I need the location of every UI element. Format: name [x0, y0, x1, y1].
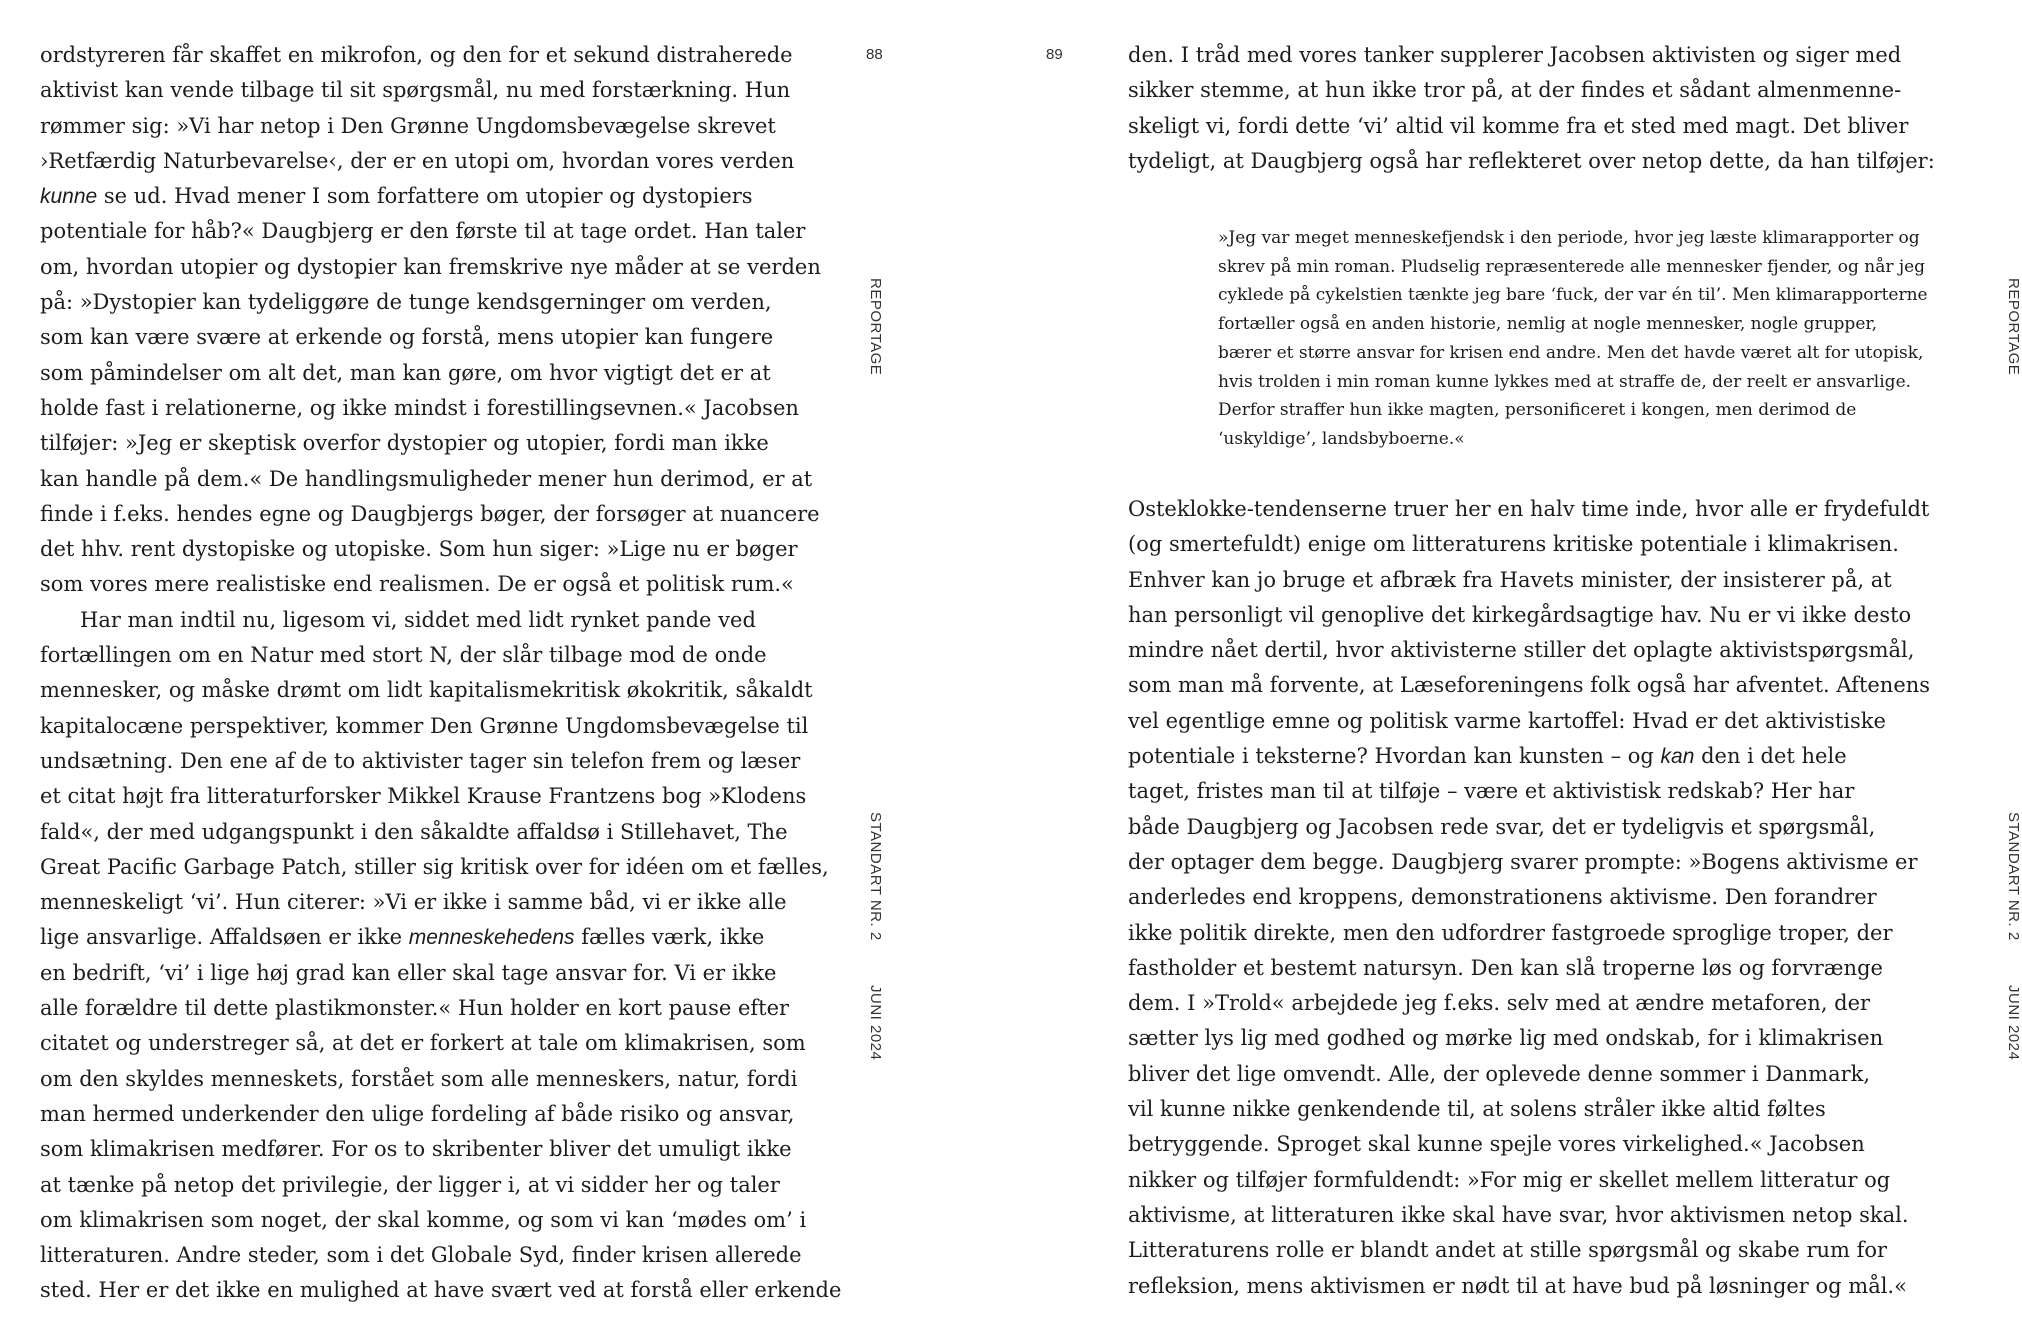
text-segment: finde i f.eks. hendes egne og Daugbjergs bøger, der forsøger at nuancere [40, 501, 820, 526]
text-segment: fastholder et bestemt natursyn. Den kan slå troperne løs og forvrænge [1128, 955, 1883, 980]
text-segment: cyklede på cykelstien tænkte jeg bare ‘fuck, der var én til’. Men klimarapporterne [1218, 285, 1928, 306]
text-line [1218, 339, 1924, 368]
text-segment: på: »Dystopier kan tydeliggøre de tunge kendsgerninger om verden, [40, 290, 772, 315]
running-section: REPORTAGE [2005, 278, 2022, 376]
italic-text: menneskehedens [408, 926, 575, 950]
text-segment: Litteraturens rolle er blandt andet at stille spørgsmål og skabe rum for [1128, 1238, 1888, 1263]
text-line [1128, 1198, 1909, 1233]
text-line [40, 1273, 842, 1308]
text-segment: mennesker, og måske drømt om lidt kapitalismekritisk økokritik, såkaldt [40, 678, 813, 703]
text-segment: anderledes end kroppens, demonstrationens aktivisme. Den forandrer [1128, 885, 1877, 910]
text-line [40, 214, 806, 249]
text-line [40, 532, 800, 567]
text-segment: nikker og tilføjer formfuldendt: »For mig er skellet mellem litteratur og [1128, 1167, 1891, 1192]
text-line [40, 567, 800, 602]
text-line [1128, 704, 1886, 739]
text-line [40, 1203, 807, 1238]
text-segment: Great Pacific Garbage Patch, stiller sig kritisk over for idéen om et fælles, [40, 854, 829, 879]
text-segment: dem. I »Trold« arbejdede jeg f.eks. selv med at ændre metaforen, der [1128, 991, 1871, 1016]
text-line [40, 426, 800, 461]
text-segment: sted. Her er det ikke en mulighed at have svært ved at forstå eller erkende [40, 1278, 842, 1303]
text-line [1218, 368, 1912, 397]
text-segment: menneskeligt ‘vi’. Hun citerer: »Vi er ikke i samme båd, vi er ikke alle [40, 890, 787, 915]
text-line [1128, 1127, 1868, 1162]
text-line [1128, 845, 1918, 880]
text-line [40, 603, 800, 638]
text-segment: som man må forvente, at Læseforeningens folk også har afventet. Aftenens [1128, 673, 1931, 698]
text-segment: fortællingen om en Natur med stort N, der slår tilbage mod de onde [40, 643, 767, 668]
text-line [1218, 396, 1878, 425]
running-date: JUNI 2024 [867, 985, 884, 1061]
text-line [1218, 310, 1878, 339]
text-segment: lige ansvarlige. Affaldsøen er ikke [40, 925, 409, 950]
text-segment: potentiale i teksterne? Hvordan kan kunsten – og [1128, 744, 1661, 769]
right-page [960, 0, 2022, 1328]
text-segment: det hhv. rent dystopiske og utopiske. Som hun siger: »Lige nu er bøger [40, 537, 798, 562]
text-segment: vil kunne nikke genkendende til, at solens stråler ikke altid føltes [1128, 1097, 1826, 1122]
text-line [40, 991, 800, 1026]
text-segment: ›Retfærdig Naturbevarelse‹, der er en utopi om, hvordan vores verden [40, 148, 795, 173]
text-line [1128, 668, 1931, 703]
text-segment: ‘uskyldige’, landsbyboerne.« [1218, 428, 1465, 449]
text-line [40, 779, 807, 814]
page-number: 88 [866, 46, 883, 63]
text-segment: skrev på min roman. Pludselig repræsenterede alle mennesker fjender, og når jeg [1218, 256, 1926, 277]
text-segment: rømmer sig: »Vi har netop i Den Grønne Ungdomsbevægelse skrevet [40, 113, 776, 138]
text-segment: aktivisme, at litteraturen ikke skal have svar, hvor aktivismen netop skal. [1128, 1202, 1909, 1227]
text-line [40, 744, 800, 779]
text-segment: Har man indtil nu, ligesom vi, siddet med lidt rynket pande ved [80, 607, 756, 632]
text-segment: kan handle på dem.« De handlingsmuligheder mener hun derimod, er at [40, 466, 813, 491]
text-line [1128, 1092, 1868, 1127]
text-segment: han personligt vil genoplive det kirkegårdsagtige hav. Nu er vi ikke desto [1128, 602, 1912, 627]
text-segment: ordstyreren får skaffet en mikrofon, og den for et sekund distraherede [40, 43, 793, 67]
text-segment: bærer et større ansvar for krisen end andre. Men det havde været alt for utopisk, [1218, 342, 1924, 363]
text-line [1128, 951, 1883, 986]
text-segment: sætter lys lig med godhed og mørke lig med ondskab, for i klimakrisen [1128, 1026, 1884, 1051]
right-body-text [1128, 492, 1931, 1304]
text-segment: fald«, der med udgangspunkt i den såkaldte affaldsø i Stillehavet, The [40, 819, 788, 844]
text-line [1128, 774, 1868, 809]
text-segment: som klimakrisen medfører. For os to skribenter bliver det umuligt ikke [40, 1137, 792, 1162]
text-segment: se ud. Hvad mener I som forfattere om utopier og dystopiers [97, 184, 753, 209]
text-segment: holde fast i relationerne, og ikke mindst i forestillingsevnen.« Jacobsen [40, 395, 799, 420]
italic-text: kunne [40, 185, 98, 209]
text-segment: betryggende. Sproget skal kunne spejle vores virkelighed.« Jacobsen [1128, 1132, 1865, 1157]
text-segment: en bedrift, ‘vi’ i lige høj grad kan eller skal tage ansvar for. Vi er ikke [40, 960, 777, 985]
text-line [1128, 1233, 1888, 1268]
text-segment: tydeligt, at Daugbjerg også har reflekteret over netop dette, da han tilføjer: [1128, 148, 1935, 173]
text-line [40, 815, 800, 850]
right-intro-text [1128, 38, 1935, 179]
text-line [1128, 38, 1902, 73]
text-line [1128, 986, 1871, 1021]
text-line [1218, 281, 1928, 310]
text-segment: hvis trolden i min roman kunne lykkes med at straffe de, der reelt er ansvarlige. [1218, 371, 1912, 392]
text-line [1128, 916, 1893, 951]
text-segment: alle forældre til dette plastikmonster.« Hun holder en kort pause efter [40, 996, 790, 1021]
text-line [40, 956, 800, 991]
text-line [40, 38, 800, 73]
text-line [1128, 527, 1899, 562]
text-segment: potentiale for håb?« Daugbjerg er den første til at tage ordet. Han taler [40, 219, 806, 244]
text-segment: som påmindelser om alt det, man kan gøre, om hvor vigtigt det er at [40, 360, 771, 385]
text-segment: kapitalocæne perspektiver, kommer Den Grønne Ungdomsbevægelse til [40, 713, 809, 738]
text-line [40, 109, 800, 144]
text-line [40, 320, 800, 355]
text-segment: både Daugbjerg og Jacobsen rede svar, det er tydeligvis et spørgsmål, [1128, 814, 1876, 839]
text-line [40, 179, 800, 214]
text-segment: som kan være svære at erkende og forstå, mens utopier kan fungere [40, 325, 774, 350]
text-line [40, 285, 800, 320]
text-segment: taget, fristes man til at tilføje – være et aktivistisk redskab? Her har [1128, 779, 1855, 804]
text-segment: den i det hele [1694, 744, 1847, 769]
text-segment: den. I tråd med vores tanker supplerer Jacobsen aktivisten og siger med [1128, 43, 1902, 67]
text-segment: mindre nået dertil, hvor aktivisterne stiller det oplagte aktivistspørgsmål, [1128, 638, 1915, 663]
text-line [40, 250, 821, 285]
text-segment: refleksion, mens aktivismen er nødt til at have bud på løsninger og mål.« [1128, 1273, 1907, 1298]
block-quote [1218, 224, 1928, 454]
text-segment: et citat højt fra litteraturforsker Mikkel Krause Frantzens bog »Klodens [40, 784, 807, 809]
text-segment: skeligt vi, fordi dette ‘vi’ altid vil komme fra et sted med magt. Det bliver [1128, 113, 1909, 138]
text-line [40, 885, 800, 920]
running-section: REPORTAGE [867, 278, 884, 376]
text-line [1218, 425, 1878, 454]
text-segment: om klimakrisen som noget, der skal komme, og som vi kan ‘mødes om’ i [40, 1207, 807, 1232]
text-segment: undsætning. Den ene af de to aktivister tager sin telefon frem og læser [40, 748, 801, 773]
text-segment: om den skyldes menneskets, forstået som alle menneskers, natur, fordi [40, 1066, 798, 1091]
text-line [1128, 810, 1876, 845]
text-line [40, 709, 809, 744]
text-segment: ikke politik direkte, men den udfordrer fastgroede sproglige troper, der [1128, 920, 1893, 945]
text-segment: citatet og understreger så, at det er forkert at tale om klimakrisen, som [40, 1031, 806, 1056]
text-line [1128, 144, 1935, 179]
text-line [40, 391, 800, 426]
text-segment: som vores mere realistiske end realismen. De er også et politisk rum.« [40, 572, 794, 597]
text-line [40, 462, 813, 497]
text-line [40, 73, 800, 108]
text-line [40, 1238, 800, 1273]
text-line [40, 850, 829, 885]
text-segment: fælles værk, ikke [574, 925, 765, 950]
text-line [1128, 109, 1909, 144]
left-page [0, 0, 960, 1328]
text-line [1128, 1269, 1907, 1304]
text-line [40, 1062, 800, 1097]
running-date: JUNI 2024 [2005, 985, 2022, 1061]
text-line [1128, 73, 1902, 108]
text-segment: Osteklokke-tendenserne truer her en halv time inde, hvor alle er frydefuldt [1128, 497, 1930, 521]
text-segment: sikker stemme, at hun ikke tror på, at der findes et sådant almenmenne- [1128, 78, 1902, 103]
text-line [40, 920, 800, 955]
text-line [1128, 1021, 1884, 1056]
text-segment: der optager dem begge. Daugbjerg svarer prompte: »Bogens aktivisme er [1128, 849, 1918, 874]
left-body-text [40, 38, 842, 1309]
text-segment: man hermed underkender den ulige fordeling af både risiko og ansvar, [40, 1101, 795, 1126]
page-number: 89 [1046, 46, 1063, 63]
text-segment: at tænke på netop det privilegie, der ligger i, at vi sidder her og taler [40, 1172, 780, 1197]
italic-text: kan [1660, 745, 1695, 769]
text-segment: Enhver kan jo bruge et afbræk fra Havets minister, der insisterer på, at [1128, 567, 1892, 592]
text-segment: tilføjer: »Jeg er skeptisk overfor dystopier og utopier, fordi man ikke [40, 431, 769, 456]
text-line [1218, 253, 1926, 282]
running-issue: STANDART NR. 2 [2005, 812, 2022, 941]
text-line [40, 1097, 800, 1132]
text-line [1128, 563, 1892, 598]
text-line [40, 1168, 800, 1203]
text-line [40, 356, 800, 391]
text-line [1128, 739, 1868, 774]
text-line [1128, 880, 1877, 915]
running-issue: STANDART NR. 2 [867, 812, 884, 941]
text-line [1128, 598, 1912, 633]
text-line [40, 144, 800, 179]
text-segment: om, hvordan utopier og dystopier kan fremskrive nye måder at se verden [40, 254, 821, 279]
text-line [40, 638, 800, 673]
text-line [1128, 1163, 1891, 1198]
text-segment: bliver det lige omvendt. Alle, der oplevede denne sommer i Danmark, [1128, 1061, 1871, 1086]
text-line [1218, 224, 1920, 253]
text-line [40, 1132, 800, 1167]
text-line [40, 497, 820, 532]
text-segment: »Jeg var meget menneskefjendsk i den periode, hvor jeg læste klimarapporter og [1218, 228, 1920, 248]
text-line [1128, 1057, 1871, 1092]
text-line [40, 673, 813, 708]
text-line [1128, 633, 1915, 668]
text-segment: Derfor straffer hun ikke magten, personificeret i kongen, men derimod de [1218, 400, 1857, 421]
text-segment: litteraturen. Andre steder, som i det Globale Syd, finder krisen allerede [40, 1243, 802, 1268]
text-segment: aktivist kan vende tilbage til sit spørgsmål, nu med forstærkning. Hun [40, 78, 791, 103]
text-segment: vel egentlige emne og politisk varme kartoffel: Hvad er det aktivistiske [1128, 708, 1886, 733]
text-segment: (og smertefuldt) enige om litteraturens kritiske potentiale i klimakrisen. [1128, 532, 1899, 557]
text-segment: fortæller også en anden historie, nemlig at nogle mennesker, nogle grupper, [1218, 314, 1878, 335]
text-line [1128, 492, 1930, 527]
text-line [40, 1026, 806, 1061]
